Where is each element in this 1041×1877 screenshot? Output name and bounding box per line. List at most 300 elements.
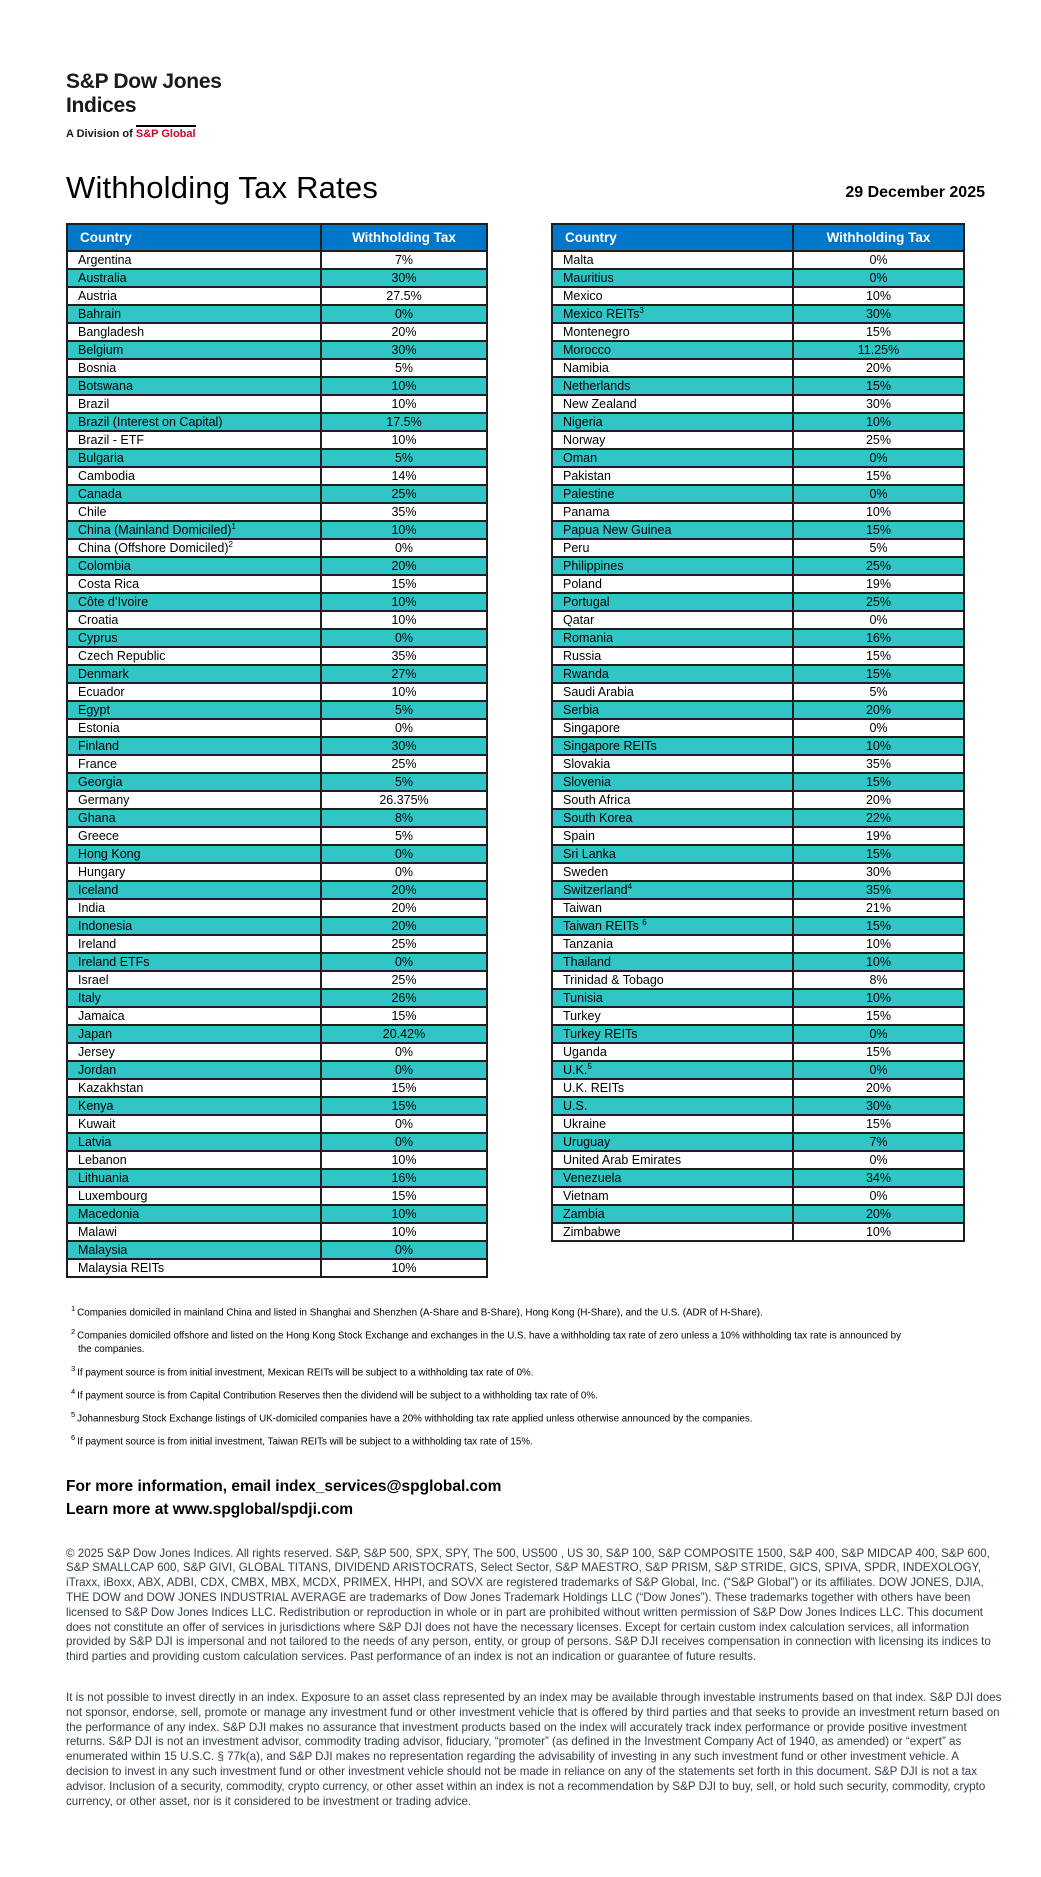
tax-rate-cell: 20% — [793, 1205, 964, 1223]
country-cell: Spain — [552, 827, 793, 845]
table-row — [67, 323, 487, 341]
country-cell: Brazil (Interest on Capital) — [67, 413, 321, 431]
country-cell: Brazil — [67, 395, 321, 413]
logo-text-line1: S&P Dow Jones — [66, 70, 222, 93]
table-row — [67, 935, 487, 953]
table-row — [67, 1079, 487, 1097]
country-cell: Zimbabwe — [552, 1223, 793, 1241]
table-row — [67, 809, 487, 827]
table-row — [67, 1061, 487, 1079]
tax-rate-cell: 0% — [321, 539, 487, 557]
table-row — [552, 431, 964, 449]
tax-rate-cell: 22% — [793, 809, 964, 827]
tax-rate-cell: 25% — [793, 557, 964, 575]
page-title: Withholding Tax Rates — [66, 170, 379, 205]
table-row — [67, 827, 487, 845]
table-row — [67, 413, 487, 431]
country-cell: Lithuania — [67, 1169, 321, 1187]
table-row — [552, 1079, 964, 1097]
table-row — [552, 683, 964, 701]
country-cell: Turkey — [552, 1007, 793, 1025]
country-cell: Finland — [67, 737, 321, 755]
table-row — [67, 575, 487, 593]
country-cell: Netherlands — [552, 377, 793, 395]
tax-rate-cell: 25% — [321, 485, 487, 503]
country-cell: Ukraine — [552, 1115, 793, 1133]
tax-rate-cell: 10% — [321, 395, 487, 413]
tax-rate-cell: 7% — [793, 1133, 964, 1151]
country-cell: Kenya — [67, 1097, 321, 1115]
country-cell: Malawi — [67, 1223, 321, 1241]
table-row — [552, 449, 964, 467]
division-prefix: A Division of — [66, 128, 136, 140]
tax-rate-cell: 15% — [321, 575, 487, 593]
table-row — [552, 827, 964, 845]
country-cell: Japan — [67, 1025, 321, 1043]
tax-rate-cell: 5% — [321, 773, 487, 791]
tax-rate-cell: 30% — [793, 305, 964, 323]
table-row — [552, 377, 964, 395]
country-cell: Rwanda — [552, 665, 793, 683]
table-row — [552, 323, 964, 341]
country-cell: Bulgaria — [67, 449, 321, 467]
table-row — [552, 359, 964, 377]
country-cell: Serbia — [552, 701, 793, 719]
tax-rate-cell: 0% — [793, 1061, 964, 1079]
country-cell: Malta — [552, 251, 793, 269]
footnote-number: 5 — [71, 1410, 76, 1420]
table-row — [552, 467, 964, 485]
country-cell: Hungary — [67, 863, 321, 881]
table-row — [67, 341, 487, 359]
country-cell: Mexico — [552, 287, 793, 305]
country-cell: Montenegro — [552, 323, 793, 341]
table-row — [552, 953, 964, 971]
footnote: $^6$ If payment source is from initial investment, Taiwan REITs will be subject to a withholding tax rate of 15%. — [71, 1433, 533, 1448]
table-row — [67, 611, 487, 629]
table-row — [67, 1007, 487, 1025]
tax-rate-cell: 10% — [793, 737, 964, 755]
country-cell: Slovenia — [552, 773, 793, 791]
country-cell: Vietnam — [552, 1187, 793, 1205]
table-row — [67, 593, 487, 611]
table-row — [67, 485, 487, 503]
country-cell: Philippines — [552, 557, 793, 575]
country-cell: Côte d’Ivoire — [67, 593, 321, 611]
table-row — [67, 359, 487, 377]
tax-rate-cell: 25% — [321, 755, 487, 773]
table-row — [552, 917, 964, 935]
country-column-header: Country — [67, 224, 321, 251]
division-tagline — [66, 125, 985, 140]
table-row — [67, 1205, 487, 1223]
logo-text-line2: Indices — [66, 94, 137, 117]
table-row — [552, 1187, 964, 1205]
tax-rate-cell: 10% — [321, 611, 487, 629]
tax-rate-cell: 25% — [793, 593, 964, 611]
tax-rate-cell: 20% — [321, 917, 487, 935]
tax-rate-cell: 10% — [793, 989, 964, 1007]
tax-rate-cell: 20% — [793, 791, 964, 809]
tax-rate-cell: 10% — [793, 413, 964, 431]
country-cell: Qatar — [552, 611, 793, 629]
tax-rate-cell: 0% — [321, 1061, 487, 1079]
table-row — [552, 719, 964, 737]
country-cell: Jordan — [67, 1061, 321, 1079]
table-row — [552, 935, 964, 953]
table-row — [67, 683, 487, 701]
table-row — [552, 1133, 964, 1151]
country-cell: U.K. REITs — [552, 1079, 793, 1097]
tax-rate-cell: 15% — [793, 845, 964, 863]
table-row — [552, 485, 964, 503]
tax-rate-cell: 7% — [321, 251, 487, 269]
country-cell: Greece — [67, 827, 321, 845]
table-row — [552, 899, 964, 917]
country-cell: Papua New Guinea — [552, 521, 793, 539]
tax-rate-cell: 30% — [793, 1097, 964, 1115]
tax-rate-cell: 20% — [321, 323, 487, 341]
table-row — [67, 647, 487, 665]
tax-rate-cell: 10% — [793, 287, 964, 305]
table-row — [67, 395, 487, 413]
table-row — [67, 629, 487, 647]
tax-rate-cell: 15% — [793, 1007, 964, 1025]
tax-rate-cell: 10% — [793, 935, 964, 953]
disclaimer-paragraph-2: It is not possible to invest directly in an index. Exposure to an asset class represented by an index may be available through investable instruments based on that index. S&P DJI does not sponsor, endorse, sell, promote or manage any investment fund or other investment vehicle that is offered by third parties and that seeks to provide an investment return based on the performance of any index. S&P DJI makes no assurance that investment products based on the index will accurately track index performance or provide positive investment returns. S&P DJI is not an investment advisor, commodity trading advisor, fiduciary, “promoter” (as defined in the Investment Company Act of 1940, as amended) or “expert” as enumerated within 15 U.S.C. § 77k(a), and S&P DJI makes no representation regarding the advisability of investing in any such investment fund or other investment vehicle. A decision to invest in any such investment fund or other investment vehicle should not be made in reliance on any of the statements set forth in this document. S&P DJI is not a tax advisor. Inclusion of a security, commodity, crypto currency, or other asset within an index is not a recommendation by S&P DJI to buy, sell, or hold such security, commodity, crypto currency, or other asset, nor is it considered to be investment or trading advice. — [66, 1690, 1002, 1808]
tax-rate-cell: 35% — [793, 881, 964, 899]
country-cell: Czech Republic — [67, 647, 321, 665]
tax-rate-cell: 0% — [793, 1151, 964, 1169]
country-cell: New Zealand — [552, 395, 793, 413]
learn-more-line: Learn more at www.spglobal/spdji.com — [66, 1500, 354, 1518]
table-row — [67, 431, 487, 449]
tax-rate-cell: 26.375% — [321, 791, 487, 809]
footnote-number: 4 — [71, 1386, 76, 1396]
country-cell: Nigeria — [552, 413, 793, 431]
tax-rate-cell: 5% — [793, 683, 964, 701]
country-cell: Oman — [552, 449, 793, 467]
country-cell: Kuwait — [67, 1115, 321, 1133]
country-cell: Macedonia — [67, 1205, 321, 1223]
footnote: $^4$ If payment source is from Capital Contribution Reserves then the dividend will be subject to a withholding tax rate of 0%. — [71, 1386, 598, 1402]
tax-rate-cell: 5% — [321, 359, 487, 377]
table-row — [552, 647, 964, 665]
country-cell: Malaysia REITs — [67, 1259, 321, 1277]
table-row — [67, 503, 487, 521]
country-cell: Canada — [67, 485, 321, 503]
table-row — [552, 971, 964, 989]
tax-rate-cell: 20% — [321, 899, 487, 917]
country-cell: Iceland — [67, 881, 321, 899]
tax-rate-cell: 35% — [321, 503, 487, 521]
table-row — [552, 539, 964, 557]
tax-rate-cell: 0% — [321, 1115, 487, 1133]
tax-rate-cell: 10% — [321, 1205, 487, 1223]
tax-rate-cell: 0% — [321, 1241, 487, 1259]
title-row — [66, 170, 985, 206]
footnote-reference: 4 — [627, 881, 633, 891]
table-row — [552, 791, 964, 809]
table-row — [67, 1187, 487, 1205]
tax-rate-cell: 20% — [321, 557, 487, 575]
country-cell: Jamaica — [67, 1007, 321, 1025]
country-cell: Cyprus — [67, 629, 321, 647]
tax-rate-cell: 27% — [321, 665, 487, 683]
table-row — [552, 1115, 964, 1133]
country-cell: South Africa — [552, 791, 793, 809]
footnote: $^5$ Johannesburg Stock Exchange listings of UK-domiciled companies have a 20% withholding tax rate applied unless otherwise announced by the companies. — [71, 1410, 753, 1425]
country-cell: Kazakhstan — [67, 1079, 321, 1097]
tax-rate-cell: 10% — [321, 1259, 487, 1277]
tax-rate-cell: 0% — [321, 953, 487, 971]
tax-rate-cell: 15% — [793, 323, 964, 341]
table-row — [552, 809, 964, 827]
country-cell: Peru — [552, 539, 793, 557]
tax-rate-cell: 20% — [793, 1079, 964, 1097]
tax-rate-cell: 0% — [321, 845, 487, 863]
table-row — [552, 557, 964, 575]
country-cell: Mexico REITs$^3$ — [552, 305, 793, 323]
tax-rate-cell: 30% — [321, 737, 487, 755]
country-cell: Costa Rica — [67, 575, 321, 593]
table-row — [552, 575, 964, 593]
table-row — [67, 737, 487, 755]
country-cell: Argentina — [67, 251, 321, 269]
footnote-reference: 6 — [642, 917, 647, 927]
table-row — [67, 539, 487, 557]
tax-rate-cell: 10% — [321, 1223, 487, 1241]
country-cell: Botswana — [67, 377, 321, 395]
footnote-reference: 1 — [231, 521, 236, 531]
table-row — [67, 755, 487, 773]
country-cell: Portugal — [552, 593, 793, 611]
table-row — [67, 791, 487, 809]
country-cell: Palestine — [552, 485, 793, 503]
tax-rate-cell: 25% — [321, 971, 487, 989]
tax-rate-cell: 5% — [793, 539, 964, 557]
table-header-row — [552, 224, 964, 251]
table-row — [67, 1043, 487, 1061]
sp-dji-logo — [66, 70, 985, 140]
tax-rate-cell: 10% — [793, 1223, 964, 1241]
country-cell: Trinidad & Tobago — [552, 971, 793, 989]
report-date: 29 December 2025 — [845, 184, 985, 201]
tax-rate-cell: 5% — [321, 701, 487, 719]
withholding-tax-table-right — [551, 223, 965, 1242]
tax-rate-cell: 30% — [321, 341, 487, 359]
table-row — [67, 989, 487, 1007]
table-row — [67, 719, 487, 737]
country-cell: Hong Kong — [67, 845, 321, 863]
country-cell: France — [67, 755, 321, 773]
tax-rate-cell: 16% — [321, 1169, 487, 1187]
table-row — [552, 341, 964, 359]
tax-rate-cell: 15% — [321, 1187, 487, 1205]
table-header-row — [67, 224, 487, 251]
tax-rate-cell: 15% — [793, 1043, 964, 1061]
country-cell: Tanzania — [552, 935, 793, 953]
tax-rate-cell: 15% — [321, 1079, 487, 1097]
table-row — [552, 287, 964, 305]
tax-rate-cell: 35% — [321, 647, 487, 665]
country-cell: Switzerland$^4$ — [552, 881, 793, 899]
table-row — [552, 773, 964, 791]
tax-rate-cell: 10% — [321, 593, 487, 611]
table-row — [552, 863, 964, 881]
table-row — [67, 287, 487, 305]
table-row — [67, 269, 487, 287]
tax-rate-cell: 16% — [793, 629, 964, 647]
tax-rate-cell: 11.25% — [793, 341, 964, 359]
tax-rate-cell: 0% — [793, 449, 964, 467]
tax-rate-cell: 5% — [321, 827, 487, 845]
tax-rate-cell: 35% — [793, 755, 964, 773]
tax-rate-cell: 19% — [793, 575, 964, 593]
tax-rate-cell: 25% — [793, 431, 964, 449]
country-cell: Belgium — [67, 341, 321, 359]
table-row — [67, 377, 487, 395]
tax-rate-cell: 25% — [321, 935, 487, 953]
footnote-number: 1 — [71, 1304, 76, 1313]
country-cell: Denmark — [67, 665, 321, 683]
tax-rate-cell: 10% — [793, 953, 964, 971]
country-cell: Romania — [552, 629, 793, 647]
tax-rate-cell: 0% — [793, 1187, 964, 1205]
country-cell: Colombia — [67, 557, 321, 575]
table-row — [67, 251, 487, 269]
country-cell: Chile — [67, 503, 321, 521]
country-cell: Namibia — [552, 359, 793, 377]
country-column-header: Country — [552, 224, 793, 251]
country-cell: Israel — [67, 971, 321, 989]
country-cell: Sri Lanka — [552, 845, 793, 863]
table-row — [552, 881, 964, 899]
footnote: $^2$ Companies domiciled offshore and listed on the Hong Kong Stock Exchange and exchanges in the U.S. have a withholding tax rate of zero unless a 10% withholding tax rate is announced by the companies. — [71, 1327, 901, 1355]
tax-rate-cell: 8% — [321, 809, 487, 827]
table-row — [552, 665, 964, 683]
country-cell: Tunisia — [552, 989, 793, 1007]
table-row — [552, 1007, 964, 1025]
country-cell: Pakistan — [552, 467, 793, 485]
country-cell: China (Mainland Domiciled)$^1$ — [67, 521, 321, 539]
tax-rate-cell: 0% — [793, 719, 964, 737]
tax-rate-cell: 0% — [793, 269, 964, 287]
table-row — [67, 449, 487, 467]
tax-rate-cell: 15% — [793, 917, 964, 935]
country-cell: Cambodia — [67, 467, 321, 485]
country-cell: Ireland — [67, 935, 321, 953]
country-cell: Sweden — [552, 863, 793, 881]
table-row — [552, 1223, 964, 1241]
table-row — [552, 593, 964, 611]
contact-email-line: For more information, email index_services@spglobal.com — [66, 1477, 502, 1495]
table-row — [552, 1043, 964, 1061]
country-cell: Saudi Arabia — [552, 683, 793, 701]
tax-rate-cell: 30% — [793, 395, 964, 413]
table-row — [552, 611, 964, 629]
table-row — [67, 521, 487, 539]
table-row — [67, 881, 487, 899]
table-row — [552, 251, 964, 269]
table-row — [552, 845, 964, 863]
tax-rate-cell: 26% — [321, 989, 487, 1007]
tax-rate-cell: 0% — [321, 863, 487, 881]
table-row — [552, 305, 964, 323]
disclaimer-paragraph-1: © 2025 S&P Dow Jones Indices. All rights reserved. S&P, S&P 500, SPX, SPY, The 500, US500 , US 30, S&P 100, S&P COMPOSITE 1500, S&P 400, S&P MIDCAP 400, S&P 600, S&P SMALLCAP 600, S&P GIVI, GLOBAL TITANS, DIVIDEND ARISTOCRATS, Select Sector, S&P MAESTRO, S&P PRISM, S&P STRIDE, GICS, SPIVA, SPDR, INDEXOLOGY, iTraxx, iBoxx, ABX, ADBI, CDX, CMBX, MBX, MCDX, PRIMEX, HHPI, and SOVX are registered trademarks of S&P Global, Inc. (“S&P Global”) or its affiliates. DOW JONES, DJIA, THE DOW and DOW JONES INDUSTRIAL AVERAGE are trademarks of Dow Jones Trademark Holdings LLC (“Dow Jones”). These trademarks together with others have been licensed to S&P Dow Jones Indices LLC. Redistribution or reproduction in whole or in part are prohibited without written permission of S&P Dow Jones Indices LLC. This document does not constitute an offer of services in jurisdictions where S&P DJI does not have the necessary licenses. Except for certain custom index calculation services, all information provided by S&P DJI is impersonal and not tailored to the needs of any person, entity, or group of persons. S&P DJI receives compensation in connection with licensing its indices to third parties and providing custom calculation services. Past performance of an index is not an indication or guarantee of future results. — [66, 1546, 991, 1664]
footnote-reference: 5 — [587, 1061, 592, 1071]
table-row — [552, 629, 964, 647]
table-row — [67, 1223, 487, 1241]
table-row — [552, 395, 964, 413]
tax-rate-cell: 20% — [321, 881, 487, 899]
country-cell: China (Offshore Domiciled)$^2$ — [67, 539, 321, 557]
tax-tables-container — [66, 223, 985, 1278]
table-row — [67, 863, 487, 881]
country-cell: Venezuela — [552, 1169, 793, 1187]
country-cell: Australia — [67, 269, 321, 287]
country-cell: Thailand — [552, 953, 793, 971]
tax-rate-cell: 0% — [793, 485, 964, 503]
country-cell: Panama — [552, 503, 793, 521]
table-row — [67, 1169, 487, 1187]
table-row — [67, 467, 487, 485]
country-cell: Singapore REITs — [552, 737, 793, 755]
footnote: $^3$ If payment source is from initial investment, Mexican REITs will be subject to a withholding tax rate of 0%. — [71, 1363, 534, 1378]
country-cell: Latvia — [67, 1133, 321, 1151]
tax-rate-cell: 0% — [321, 719, 487, 737]
table-row — [67, 1115, 487, 1133]
table-row — [552, 413, 964, 431]
tax-rate-cell: 15% — [793, 1115, 964, 1133]
country-cell: Malaysia — [67, 1241, 321, 1259]
tax-rate-cell: 5% — [321, 449, 487, 467]
withholding-tax-table-left — [66, 223, 488, 1278]
tax-rate-cell: 34% — [793, 1169, 964, 1187]
country-cell: Singapore — [552, 719, 793, 737]
country-cell: Lebanon — [67, 1151, 321, 1169]
table-row — [552, 989, 964, 1007]
table-row — [552, 503, 964, 521]
country-cell: Jersey — [67, 1043, 321, 1061]
tax-rate-cell: 30% — [321, 269, 487, 287]
table-row — [67, 665, 487, 683]
country-cell: Brazil - ETF — [67, 431, 321, 449]
table-row — [67, 1133, 487, 1151]
tax-rate-cell: 20% — [793, 359, 964, 377]
country-cell: U.K.$^5$ — [552, 1061, 793, 1079]
table-row — [552, 701, 964, 719]
tax-rate-cell: 15% — [793, 377, 964, 395]
table-row — [67, 1259, 487, 1277]
tax-rate-cell: 0% — [321, 305, 487, 323]
country-cell: Germany — [67, 791, 321, 809]
table-row — [552, 737, 964, 755]
country-cell: Egypt — [67, 701, 321, 719]
country-cell: Bangladesh — [67, 323, 321, 341]
footnote-reference: 3 — [639, 305, 644, 315]
tax-rate-cell: 0% — [793, 1025, 964, 1043]
table-row — [67, 557, 487, 575]
tax-rate-cell: 10% — [793, 503, 964, 521]
footnote-number: 3 — [71, 1363, 76, 1373]
table-row — [552, 1097, 964, 1115]
withholding-tax-column-header: Withholding Tax — [793, 224, 964, 251]
table-row — [67, 953, 487, 971]
table-row — [67, 1151, 487, 1169]
tax-rate-cell: 0% — [321, 1043, 487, 1061]
table-row — [67, 917, 487, 935]
